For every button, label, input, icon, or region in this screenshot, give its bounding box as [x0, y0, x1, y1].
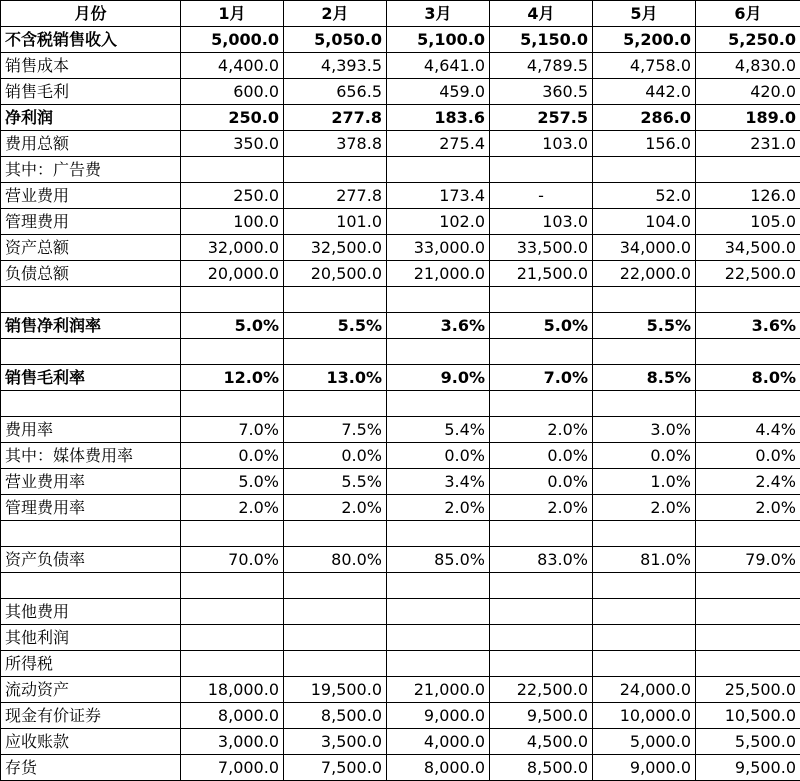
- value-cell[interactable]: 52.0: [593, 183, 696, 209]
- value-cell[interactable]: 7,500.0: [284, 755, 387, 781]
- row-label-cell[interactable]: 销售净利润率: [1, 313, 181, 339]
- row-label-cell[interactable]: 资产总额: [1, 235, 181, 261]
- value-cell[interactable]: 0.0%: [593, 443, 696, 469]
- table-row: [1, 495, 800, 521]
- value-cell[interactable]: 80.0%: [284, 547, 387, 573]
- value-cell[interactable]: 8,500.0: [490, 755, 593, 781]
- row-label-cell[interactable]: [1, 391, 181, 417]
- value-cell[interactable]: [387, 651, 490, 677]
- table-row: [1, 339, 800, 365]
- value-cell[interactable]: 102.0: [387, 209, 490, 235]
- row-label-cell[interactable]: 流动资产: [1, 677, 181, 703]
- value-cell[interactable]: 3,000.0: [181, 729, 284, 755]
- value-cell[interactable]: 656.5: [284, 79, 387, 105]
- value-cell[interactable]: 32,500.0: [284, 235, 387, 261]
- row-label-cell[interactable]: 销售毛利: [1, 79, 181, 105]
- table-row: [1, 53, 800, 79]
- value-cell[interactable]: 0.0%: [490, 443, 593, 469]
- value-cell[interactable]: 2.0%: [593, 495, 696, 521]
- value-cell[interactable]: 3,500.0: [284, 729, 387, 755]
- value-cell[interactable]: 81.0%: [593, 547, 696, 573]
- value-cell[interactable]: [284, 599, 387, 625]
- value-cell[interactable]: 103.0: [490, 131, 593, 157]
- value-cell[interactable]: [387, 287, 490, 313]
- value-cell[interactable]: 459.0: [387, 79, 490, 105]
- value-cell[interactable]: [284, 521, 387, 547]
- value-cell[interactable]: [181, 599, 284, 625]
- table-row: [1, 651, 800, 677]
- table-row: [1, 79, 800, 105]
- value-cell[interactable]: 34,000.0: [593, 235, 696, 261]
- value-cell[interactable]: [284, 573, 387, 599]
- value-cell[interactable]: -: [490, 183, 593, 209]
- value-cell[interactable]: 3.6%: [387, 313, 490, 339]
- value-cell[interactable]: 5.4%: [387, 417, 490, 443]
- value-cell[interactable]: 7.0%: [181, 417, 284, 443]
- value-cell[interactable]: [593, 651, 696, 677]
- row-label-cell[interactable]: 销售毛利率: [1, 365, 181, 391]
- value-cell[interactable]: [181, 651, 284, 677]
- value-cell[interactable]: 25,500.0: [696, 677, 800, 703]
- value-cell[interactable]: [490, 391, 593, 417]
- row-label-cell[interactable]: 其他费用: [1, 599, 181, 625]
- table-row: [1, 261, 800, 287]
- row-label-cell[interactable]: 营业费用率: [1, 469, 181, 495]
- value-cell[interactable]: [490, 651, 593, 677]
- value-cell[interactable]: [181, 391, 284, 417]
- value-cell[interactable]: [181, 521, 284, 547]
- value-cell[interactable]: 8,500.0: [284, 703, 387, 729]
- value-cell[interactable]: 2.4%: [696, 469, 800, 495]
- value-cell[interactable]: 378.8: [284, 131, 387, 157]
- value-cell[interactable]: 100.0: [181, 209, 284, 235]
- value-cell[interactable]: [181, 287, 284, 313]
- value-cell[interactable]: 70.0%: [181, 547, 284, 573]
- table-row: [1, 443, 800, 469]
- value-cell[interactable]: 442.0: [593, 79, 696, 105]
- value-cell[interactable]: [387, 573, 490, 599]
- value-cell[interactable]: 5,000.0: [181, 27, 284, 53]
- value-cell[interactable]: [593, 625, 696, 651]
- value-cell[interactable]: 19,500.0: [284, 677, 387, 703]
- value-cell[interactable]: 9,500.0: [490, 703, 593, 729]
- value-cell[interactable]: 85.0%: [387, 547, 490, 573]
- value-cell[interactable]: 24,000.0: [593, 677, 696, 703]
- row-label-cell[interactable]: [1, 521, 181, 547]
- value-cell[interactable]: 0.0%: [284, 443, 387, 469]
- header-cell-m2[interactable]: 2月: [284, 1, 387, 27]
- header-cell-m3[interactable]: 3月: [387, 1, 490, 27]
- value-cell[interactable]: 5.5%: [593, 313, 696, 339]
- value-cell[interactable]: 5,100.0: [387, 27, 490, 53]
- table-row: [1, 573, 800, 599]
- value-cell[interactable]: [284, 157, 387, 183]
- value-cell[interactable]: 5.0%: [490, 313, 593, 339]
- value-cell[interactable]: 4,400.0: [181, 53, 284, 79]
- value-cell[interactable]: 2.0%: [696, 495, 800, 521]
- value-cell[interactable]: 22,000.0: [593, 261, 696, 287]
- value-cell[interactable]: 250.0: [181, 183, 284, 209]
- value-cell[interactable]: 4,830.0: [696, 53, 800, 79]
- value-cell[interactable]: 0.0%: [490, 469, 593, 495]
- value-cell[interactable]: [593, 287, 696, 313]
- value-cell[interactable]: 420.0: [696, 79, 800, 105]
- value-cell[interactable]: [387, 391, 490, 417]
- header-cell-m5[interactable]: 5月: [593, 1, 696, 27]
- row-label-cell[interactable]: 应收账款: [1, 729, 181, 755]
- table-row: [1, 313, 800, 339]
- value-cell[interactable]: 8,000.0: [387, 755, 490, 781]
- row-label-cell[interactable]: [1, 339, 181, 365]
- value-cell[interactable]: 5.5%: [284, 313, 387, 339]
- value-cell[interactable]: 350.0: [181, 131, 284, 157]
- value-cell[interactable]: 5,000.0: [593, 729, 696, 755]
- value-cell[interactable]: [696, 625, 800, 651]
- table-row: [1, 703, 800, 729]
- row-label-cell[interactable]: 销售成本: [1, 53, 181, 79]
- value-cell[interactable]: [696, 599, 800, 625]
- table-row: [1, 287, 800, 313]
- table-row: [1, 625, 800, 651]
- value-cell[interactable]: 21,000.0: [387, 261, 490, 287]
- table-row: [1, 27, 800, 53]
- value-cell[interactable]: 2.0%: [284, 495, 387, 521]
- value-cell[interactable]: 21,500.0: [490, 261, 593, 287]
- value-cell[interactable]: 2.0%: [490, 417, 593, 443]
- table-row: [1, 391, 800, 417]
- value-cell[interactable]: 22,500.0: [490, 677, 593, 703]
- value-cell[interactable]: [696, 651, 800, 677]
- row-label-cell[interactable]: 其中：广告费: [1, 157, 181, 183]
- table-row: [1, 209, 800, 235]
- value-cell[interactable]: 7,000.0: [181, 755, 284, 781]
- value-cell[interactable]: [593, 339, 696, 365]
- value-cell[interactable]: 1.0%: [593, 469, 696, 495]
- value-cell[interactable]: [181, 157, 284, 183]
- row-label-cell[interactable]: 所得税: [1, 651, 181, 677]
- value-cell[interactable]: 10,500.0: [696, 703, 800, 729]
- value-cell[interactable]: 4,641.0: [387, 53, 490, 79]
- value-cell[interactable]: [490, 625, 593, 651]
- value-cell[interactable]: [387, 599, 490, 625]
- value-cell[interactable]: 12.0%: [181, 365, 284, 391]
- value-cell[interactable]: [284, 287, 387, 313]
- value-cell[interactable]: 5,150.0: [490, 27, 593, 53]
- table-row: [1, 469, 800, 495]
- value-cell[interactable]: [387, 157, 490, 183]
- table-row: [1, 417, 800, 443]
- value-cell[interactable]: [696, 391, 800, 417]
- value-cell[interactable]: 103.0: [490, 209, 593, 235]
- value-cell[interactable]: 9,000.0: [593, 755, 696, 781]
- row-label-cell[interactable]: 存货: [1, 755, 181, 781]
- value-cell[interactable]: 3.0%: [593, 417, 696, 443]
- row-label-cell[interactable]: 净利润: [1, 105, 181, 131]
- row-label-cell[interactable]: 现金有价证券: [1, 703, 181, 729]
- table-row: [1, 729, 800, 755]
- table-row: [1, 235, 800, 261]
- value-cell[interactable]: 5,200.0: [593, 27, 696, 53]
- header-cell-month[interactable]: 月份: [1, 1, 181, 27]
- table-row: [1, 677, 800, 703]
- value-cell[interactable]: [490, 599, 593, 625]
- table-row: [1, 131, 800, 157]
- value-cell[interactable]: [490, 157, 593, 183]
- value-cell[interactable]: 2.0%: [181, 495, 284, 521]
- table-row: [1, 599, 800, 625]
- value-cell[interactable]: [181, 573, 284, 599]
- table-row: [1, 755, 800, 781]
- value-cell[interactable]: 4,000.0: [387, 729, 490, 755]
- value-cell[interactable]: 2.0%: [490, 495, 593, 521]
- value-cell[interactable]: 18,000.0: [181, 677, 284, 703]
- value-cell[interactable]: [490, 573, 593, 599]
- value-cell[interactable]: 5,050.0: [284, 27, 387, 53]
- value-cell[interactable]: 183.6: [387, 105, 490, 131]
- value-cell[interactable]: [593, 157, 696, 183]
- value-cell[interactable]: [696, 521, 800, 547]
- value-cell[interactable]: 5.0%: [181, 313, 284, 339]
- value-cell[interactable]: 257.5: [490, 105, 593, 131]
- row-label-cell[interactable]: 不含税销售收入: [1, 27, 181, 53]
- row-label-cell[interactable]: 负债总额: [1, 261, 181, 287]
- value-cell[interactable]: 104.0: [593, 209, 696, 235]
- header-cell-m4[interactable]: 4月: [490, 1, 593, 27]
- value-cell[interactable]: 5,500.0: [696, 729, 800, 755]
- value-cell[interactable]: [284, 391, 387, 417]
- value-cell[interactable]: 3.4%: [387, 469, 490, 495]
- value-cell[interactable]: 231.0: [696, 131, 800, 157]
- value-cell[interactable]: [490, 339, 593, 365]
- value-cell[interactable]: 33,500.0: [490, 235, 593, 261]
- row-label-cell[interactable]: 费用率: [1, 417, 181, 443]
- value-cell[interactable]: 286.0: [593, 105, 696, 131]
- row-label-cell[interactable]: 资产负债率: [1, 547, 181, 573]
- row-label-cell[interactable]: 管理费用: [1, 209, 181, 235]
- value-cell[interactable]: [387, 625, 490, 651]
- value-cell[interactable]: 5.0%: [181, 469, 284, 495]
- value-cell[interactable]: [284, 339, 387, 365]
- table-row: [1, 521, 800, 547]
- table-row: [1, 365, 800, 391]
- value-cell[interactable]: [387, 521, 490, 547]
- value-cell[interactable]: 0.0%: [387, 443, 490, 469]
- value-cell[interactable]: [696, 339, 800, 365]
- value-cell[interactable]: 275.4: [387, 131, 490, 157]
- value-cell[interactable]: [181, 339, 284, 365]
- row-label-cell[interactable]: 管理费用率: [1, 495, 181, 521]
- value-cell[interactable]: 34,500.0: [696, 235, 800, 261]
- value-cell[interactable]: 189.0: [696, 105, 800, 131]
- value-cell[interactable]: 5,250.0: [696, 27, 800, 53]
- value-cell[interactable]: 9.0%: [387, 365, 490, 391]
- value-cell[interactable]: [696, 573, 800, 599]
- value-cell[interactable]: 13.0%: [284, 365, 387, 391]
- value-cell[interactable]: 8,000.0: [181, 703, 284, 729]
- table-row: [1, 157, 800, 183]
- value-cell[interactable]: 4,789.5: [490, 53, 593, 79]
- value-cell[interactable]: 277.8: [284, 105, 387, 131]
- row-label-cell[interactable]: [1, 287, 181, 313]
- value-cell[interactable]: 4,758.0: [593, 53, 696, 79]
- value-cell[interactable]: 4,393.5: [284, 53, 387, 79]
- value-cell[interactable]: [387, 339, 490, 365]
- value-cell[interactable]: [696, 157, 800, 183]
- value-cell[interactable]: [284, 651, 387, 677]
- value-cell[interactable]: 4.4%: [696, 417, 800, 443]
- value-cell[interactable]: 22,500.0: [696, 261, 800, 287]
- value-cell[interactable]: 0.0%: [181, 443, 284, 469]
- header-row: [1, 1, 800, 27]
- value-cell[interactable]: 8.0%: [696, 365, 800, 391]
- value-cell[interactable]: [284, 625, 387, 651]
- header-cell-m1[interactable]: 1月: [181, 1, 284, 27]
- row-label-cell[interactable]: 其中：媒体费用率: [1, 443, 181, 469]
- value-cell[interactable]: 21,000.0: [387, 677, 490, 703]
- value-cell[interactable]: 156.0: [593, 131, 696, 157]
- table-row: [1, 183, 800, 209]
- value-cell[interactable]: 2.0%: [387, 495, 490, 521]
- value-cell[interactable]: [593, 521, 696, 547]
- row-label-cell[interactable]: 费用总额: [1, 131, 181, 157]
- value-cell[interactable]: 5.5%: [284, 469, 387, 495]
- value-cell[interactable]: 250.0: [181, 105, 284, 131]
- row-label-cell[interactable]: 其他利润: [1, 625, 181, 651]
- value-cell[interactable]: 32,000.0: [181, 235, 284, 261]
- value-cell[interactable]: [593, 573, 696, 599]
- value-cell[interactable]: 20,500.0: [284, 261, 387, 287]
- value-cell[interactable]: 101.0: [284, 209, 387, 235]
- value-cell[interactable]: 126.0: [696, 183, 800, 209]
- value-cell[interactable]: [490, 287, 593, 313]
- value-cell[interactable]: 600.0: [181, 79, 284, 105]
- row-label-cell[interactable]: 营业费用: [1, 183, 181, 209]
- value-cell[interactable]: 4,500.0: [490, 729, 593, 755]
- value-cell[interactable]: 9,500.0: [696, 755, 800, 781]
- value-cell[interactable]: 20,000.0: [181, 261, 284, 287]
- value-cell[interactable]: 173.4: [387, 183, 490, 209]
- value-cell[interactable]: 277.8: [284, 183, 387, 209]
- table-row: [1, 105, 800, 131]
- value-cell[interactable]: 3.6%: [696, 313, 800, 339]
- value-cell[interactable]: 79.0%: [696, 547, 800, 573]
- value-cell[interactable]: 33,000.0: [387, 235, 490, 261]
- value-cell[interactable]: 10,000.0: [593, 703, 696, 729]
- value-cell[interactable]: 360.5: [490, 79, 593, 105]
- value-cell[interactable]: [181, 625, 284, 651]
- value-cell[interactable]: [696, 287, 800, 313]
- value-cell[interactable]: [593, 599, 696, 625]
- table-body: [1, 1, 800, 781]
- row-label-cell[interactable]: [1, 573, 181, 599]
- value-cell[interactable]: [490, 521, 593, 547]
- value-cell[interactable]: 9,000.0: [387, 703, 490, 729]
- value-cell[interactable]: 7.5%: [284, 417, 387, 443]
- table-row: [1, 547, 800, 573]
- header-cell-m6[interactable]: 6月: [696, 1, 800, 27]
- value-cell[interactable]: 83.0%: [490, 547, 593, 573]
- value-cell[interactable]: 7.0%: [490, 365, 593, 391]
- value-cell[interactable]: 8.5%: [593, 365, 696, 391]
- value-cell[interactable]: 0.0%: [696, 443, 800, 469]
- value-cell[interactable]: [593, 391, 696, 417]
- value-cell[interactable]: 105.0: [696, 209, 800, 235]
